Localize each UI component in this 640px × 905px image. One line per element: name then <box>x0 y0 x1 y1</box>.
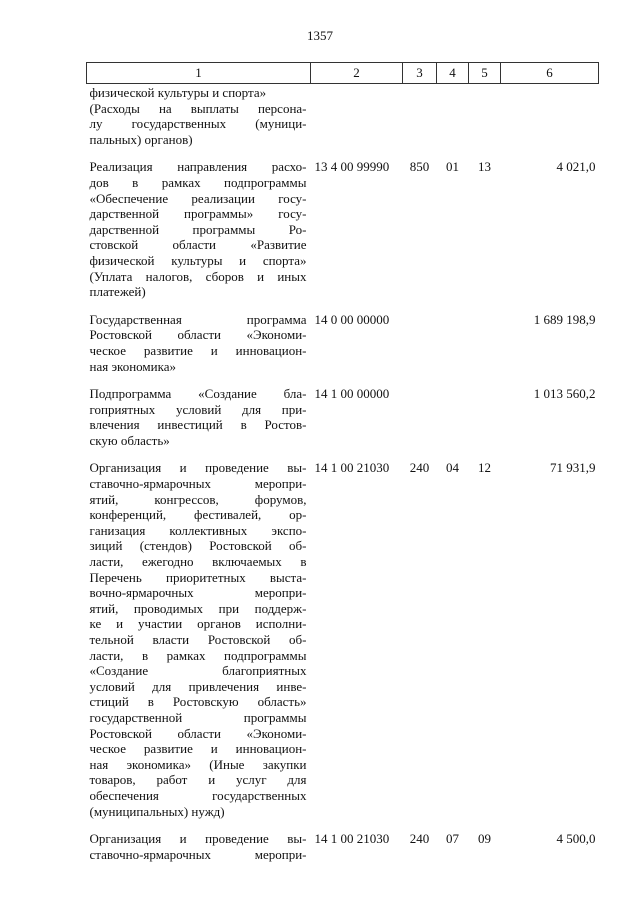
description-line: «Обеспечение реализации госу- <box>89 190 307 206</box>
row-description <box>87 84 311 160</box>
description-line: дарственной программы» госу- <box>89 206 307 222</box>
description-line: ческое развитие и инновацион- <box>89 342 307 358</box>
description-line: условий для привлечения инве- <box>89 678 307 694</box>
row-code: 14 0 00 00000 <box>314 311 390 327</box>
column-header-1: 1 <box>87 63 311 84</box>
description-line: государственной программы <box>89 709 307 725</box>
description-line: обеспечения государственных <box>89 787 307 803</box>
description-line: ятий, проводимых при поддерж- <box>89 600 307 616</box>
column-header-5: 5 <box>469 63 501 84</box>
description-line: стиций в Ростовскую область» <box>89 694 307 710</box>
description-line: ганизация коллективных экспо- <box>89 522 307 538</box>
row-amount: 1 689 198,9 <box>533 311 596 327</box>
row-description <box>87 831 311 874</box>
row-subsection: 12 <box>478 460 491 476</box>
row-code: 14 1 00 21030 <box>314 460 390 476</box>
row-code: 14 1 00 00000 <box>314 386 390 402</box>
row-amount: 4 500,0 <box>556 831 596 847</box>
row-section: 07 <box>446 831 459 847</box>
column-header-6: 6 <box>501 63 599 84</box>
description-line: конференций, фестивалей, ор- <box>89 507 307 523</box>
row-description <box>87 312 311 386</box>
row-subsection <box>469 84 501 160</box>
row-expense-type: 240 <box>409 831 430 847</box>
description-line: (Уплата налогов, сборов и иных <box>89 268 307 284</box>
description-line: Организация и проведение вы- <box>89 831 307 847</box>
row-description <box>87 460 311 831</box>
description-line: зиций (стендов) Ростовской об- <box>89 538 307 554</box>
description-line: тельной власти Ростовской об- <box>89 632 307 647</box>
row-amount <box>501 84 599 160</box>
row-section <box>437 312 469 386</box>
description-line: платежей) <box>89 284 146 300</box>
description-line: гоприятных условий для при- <box>89 401 307 417</box>
description-line: лу государственных (муници- <box>89 116 307 132</box>
row-amount: 1 013 560,2 <box>533 386 596 402</box>
table-row <box>87 84 599 160</box>
description-line: скую область» <box>89 432 170 448</box>
column-header-3: 3 <box>403 63 437 84</box>
row-amount: 4 021,0 <box>556 159 596 175</box>
description-line: пальных) органов) <box>89 131 193 147</box>
description-line: Государственная программа <box>89 311 307 327</box>
budget-table <box>86 62 599 874</box>
description-line: ставочно-ярмарочных меропри- <box>89 476 307 492</box>
row-code: 13 4 00 99990 <box>314 159 390 175</box>
row-code <box>311 84 403 160</box>
description-line: Ростовской области «Экономи- <box>89 725 307 741</box>
description-line: ставочно-ярмарочных меропри- <box>89 846 307 862</box>
description-line: ная экономика» (Иные закупки <box>89 756 307 772</box>
header-row <box>87 63 599 84</box>
row-code: 14 1 00 21030 <box>314 831 390 847</box>
description-line: ная экономика» <box>89 358 176 374</box>
column-header-4: 4 <box>437 63 469 84</box>
row-expense-type: 240 <box>409 460 430 476</box>
row-description <box>87 386 311 460</box>
description-line: дов в рамках подпрограммы <box>89 174 307 190</box>
row-expense-type <box>403 386 437 460</box>
row-section: 01 <box>446 159 459 175</box>
description-line: ятий, конгрессов, форумов, <box>89 491 307 507</box>
description-line: (Расходы на выплаты персона- <box>89 100 307 116</box>
row-description <box>87 159 311 311</box>
column-header-2: 2 <box>311 63 403 84</box>
table-row <box>87 159 599 311</box>
row-section <box>437 386 469 460</box>
description-line: ласти, ежегодно включаемых в <box>89 554 307 570</box>
table-row <box>87 831 599 874</box>
row-subsection <box>469 386 501 460</box>
row-subsection: 13 <box>478 159 491 175</box>
description-line: ческое развитие и инновацион- <box>89 741 307 757</box>
description-line: (муниципальных) нужд) <box>89 803 225 819</box>
description-line: стовской области «Развитие <box>89 237 307 253</box>
row-expense-type: 850 <box>409 159 430 175</box>
description-line: физической культуры и спорта» <box>89 252 307 268</box>
row-expense-type <box>403 312 437 386</box>
description-line: ласти, в рамках подпрограммы <box>89 647 307 663</box>
row-amount: 71 931,9 <box>550 460 596 476</box>
row-section: 04 <box>446 460 459 476</box>
table-body <box>87 84 599 875</box>
description-line: товаров, работ и услуг для <box>89 772 307 788</box>
description-line: «Создание благоприятных <box>89 663 307 679</box>
table-row <box>87 460 599 831</box>
row-expense-type <box>403 84 437 160</box>
description-line: влечения инвестиций в Ростов- <box>89 417 307 433</box>
row-section <box>437 84 469 160</box>
description-line: физической культуры и спорта» <box>89 85 267 100</box>
row-subsection: 09 <box>478 831 491 847</box>
description-line: Ростовской области «Экономи- <box>89 327 307 343</box>
description-line: дарственной программы Ро- <box>89 221 307 237</box>
page-number: 1357 <box>307 28 333 43</box>
table-row <box>87 386 599 460</box>
table-row <box>87 312 599 386</box>
row-subsection <box>469 312 501 386</box>
description-line: Перечень приоритетных выста- <box>89 569 307 585</box>
description-line: ке и участии органов исполни- <box>89 616 307 632</box>
description-line: вочно-ярмарочных меропри- <box>89 585 307 601</box>
description-line: Подпрограмма «Создание бла- <box>89 386 307 402</box>
description-line: Реализация направления расхо- <box>89 159 307 175</box>
description-line: Организация и проведение вы- <box>89 460 307 476</box>
